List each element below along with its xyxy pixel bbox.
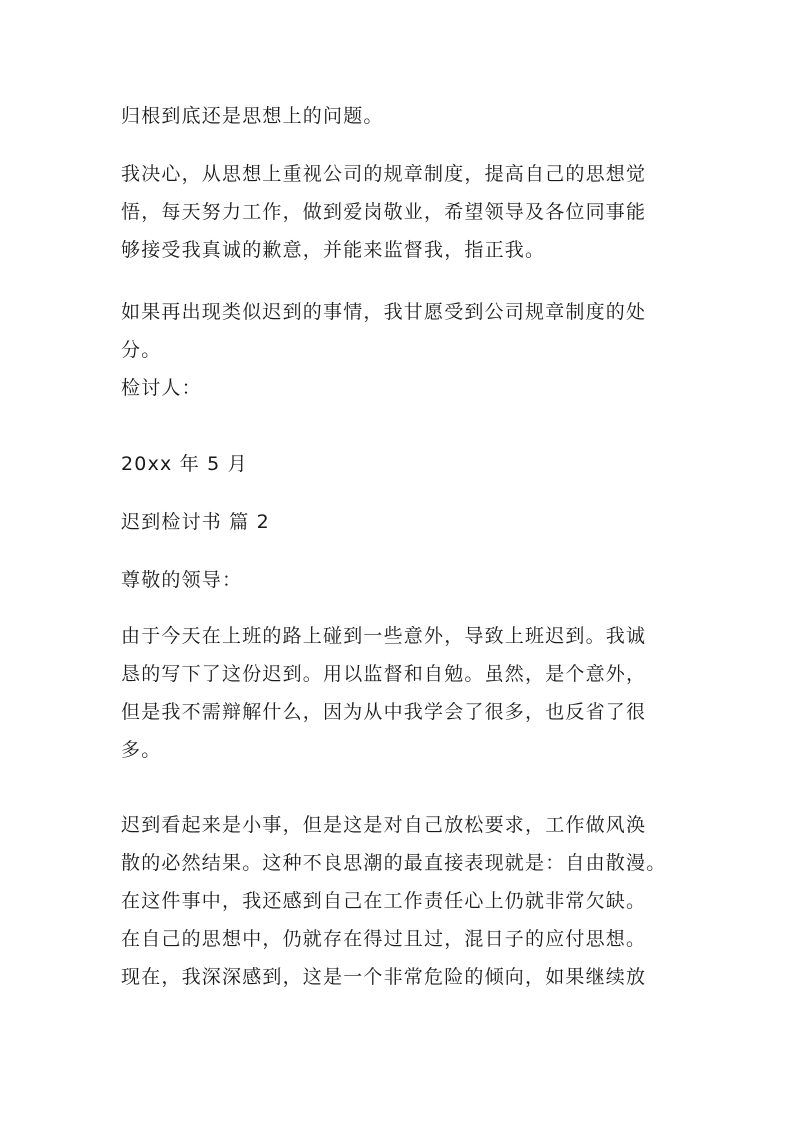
paragraph-resolution: 我决心，从思想上重视公司的规章制度，提高自己的思想觉 悟，每天努力工作，做到爱岗敬业，希望领导及各位同事能 够接受我真诚的歉意，并能来监督我，指正我。 [121, 163, 647, 261]
salutation: 尊敬的领导： [121, 569, 243, 591]
signature-label: 检讨人： [121, 377, 202, 399]
paragraph-penalty-acceptance: 如果再出现类似迟到的事情，我甘愿受到公司规章制度的处 分。 [121, 301, 647, 361]
paragraph-reflection: 迟到看起来是小事，但是这是对自己放松要求，工作做风涣 散的必然结果。这种不良思潮的最直接表现就是：自由散漫。 在这件事中，我还感到自己在工作责任心上仍就非常欠缺。 在自己的思想中，仍就存在得过且过，混日子的应付思想。 现在，我深深感到，这是一个非常危险的倾向，如果继续放 [121, 814, 667, 988]
section-title: 迟到检讨书 篇 2 [121, 511, 270, 533]
paragraph-conclusion: 归根到底还是思想上的问题。 [121, 105, 384, 127]
document-date: 20xx 年 5 月 [121, 453, 248, 475]
paragraph-reason: 由于今天在上班的路上碰到一些意外，导致上班迟到。我诚 恳的写下了这份迟到。用以监督和自勉。虽然，是个意外， 但是我不需辩解什么，因为从中我学会了很多，也反省了很 多。 [121, 625, 647, 761]
